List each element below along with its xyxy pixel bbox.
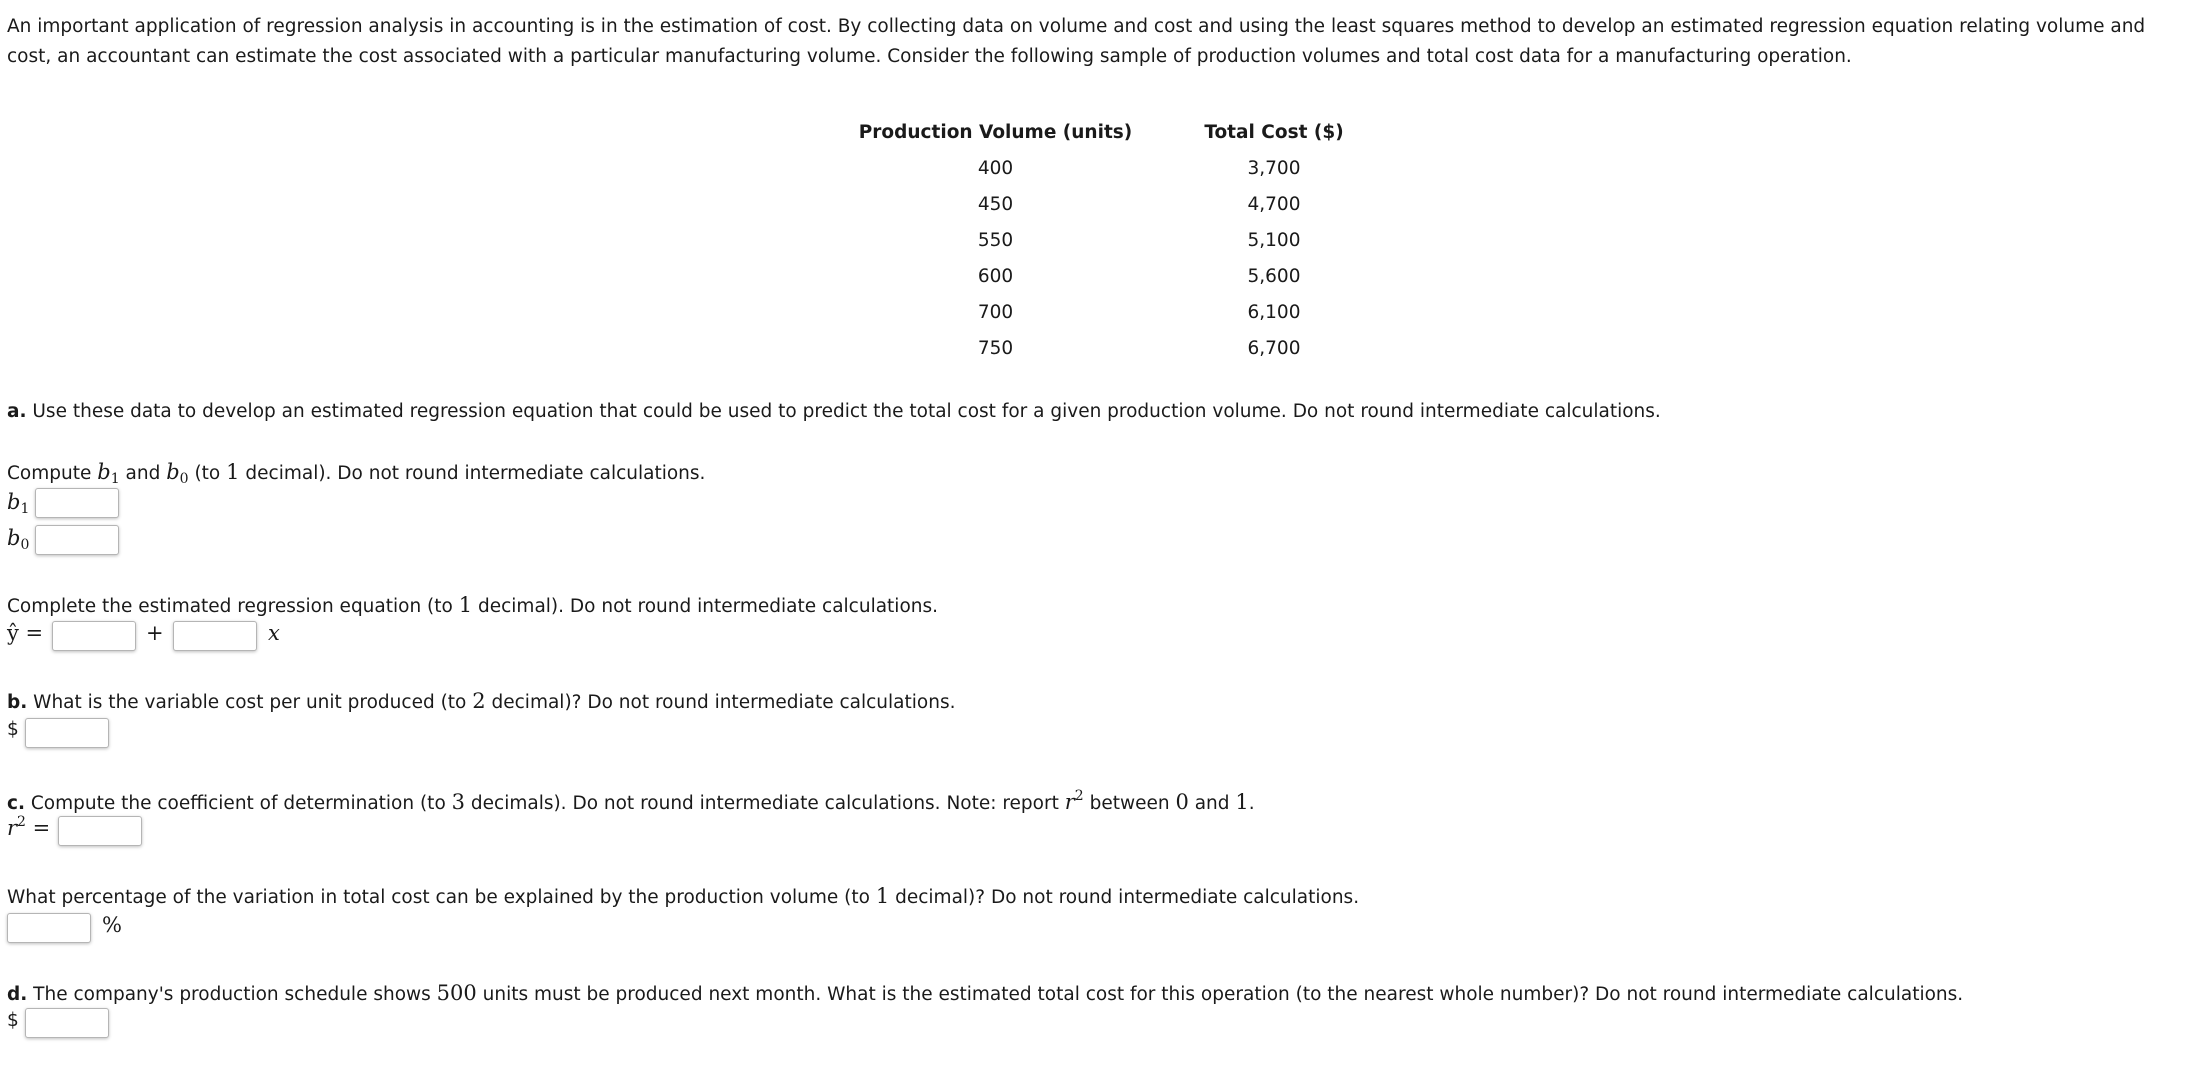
compute-coefficients-instruction [7, 460, 705, 487]
part-c-letter: c. [7, 793, 25, 814]
cell-volume: 450 [977, 193, 1014, 215]
percentage-input[interactable] [7, 913, 91, 943]
part-d-rest-text: units must be produced next month. What is the estimated total cost for this operation (to the nearest whole number)? Do not round intermediate calculations. [476, 984, 1964, 1005]
part-d-letter: d. [7, 984, 28, 1005]
part-c-question [7, 788, 1255, 814]
b0-subscript: 0 [179, 471, 189, 487]
slope-input[interactable] [173, 621, 257, 651]
cell-volume: 750 [977, 337, 1014, 359]
b1-letter: b [7, 490, 21, 514]
b0-letter: b [166, 460, 180, 484]
percentage-rest-text: decimal)? Do not round intermediate calculations. [889, 887, 1360, 908]
b0-letter: b [7, 526, 21, 550]
regression-equation-instruction [7, 593, 938, 617]
cell-cost: 5,100 [1247, 229, 1301, 251]
squared-superscript: 2 [17, 814, 26, 830]
b1-letter: b [97, 460, 111, 484]
cell-volume: 550 [977, 229, 1014, 251]
b1-subscript: 1 [20, 501, 30, 517]
column-header-production-volume: Production Volume (units) [858, 121, 1133, 143]
b1-subscript: 1 [110, 471, 120, 487]
part-d-question [7, 981, 1963, 1005]
part-d-currency: $ [7, 1010, 19, 1031]
estimated-total-cost-input[interactable] [25, 1008, 109, 1038]
table-row [843, 222, 1380, 258]
squared-superscript: 2 [1074, 788, 1084, 804]
equals-sign: = [32, 816, 51, 840]
period-text: . [1248, 793, 1255, 814]
part-b-question [7, 689, 955, 713]
b1-symbol [97, 460, 120, 487]
equation-rest-text: decimal). Do not round intermediate calculations. [472, 596, 939, 617]
percentage-decimals-number: 1 [875, 884, 890, 908]
and-text: and [1188, 793, 1236, 814]
part-b-rest-text: decimal)? Do not round intermediate calculations. [485, 692, 956, 713]
data-table [843, 114, 1380, 366]
compute-rest-text: decimal). Do not round intermediate calculations. [239, 463, 706, 484]
b0-label [7, 526, 29, 553]
part-c-note-text: decimals). Do not round intermediate calculations. Note: report [465, 793, 1065, 814]
units-number: 500 [436, 981, 477, 1005]
one-number: 1 [1235, 790, 1249, 814]
cell-cost: 3,700 [1247, 157, 1301, 179]
variable-cost-input[interactable] [25, 718, 109, 748]
b1-label [7, 490, 29, 517]
part-b-text: What is the variable cost per unit produced (to [27, 692, 473, 713]
part-a-text: Use these data to develop an estimated regression equation that could be used to predict the total cost for a given production volume. Do not round intermediate calculations. [26, 401, 1661, 422]
between-text: between [1083, 793, 1176, 814]
equation-text: Complete the estimated regression equation (to [7, 596, 459, 617]
percentage-question [7, 884, 1359, 908]
cell-volume: 400 [977, 157, 1014, 179]
b1-input[interactable] [35, 488, 119, 518]
intro-paragraph: An important application of regression analysis in accounting is in the estimation of cost. By collecting data on volume and cost and using the least squares method to develop an estimated regression equation relating volume and cost, an accountant can estimate the cost associated with a particular manufacturing volume. Consider the following sample of production volumes and total cost data for a manufacturing operation. [7, 16, 2146, 67]
cell-volume: 700 [977, 301, 1014, 323]
compute-text: Compute [7, 463, 98, 484]
b0-symbol [166, 460, 189, 487]
r-squared-input[interactable] [58, 816, 142, 846]
part-d-text: The company's production schedule shows [27, 984, 437, 1005]
percentage-text: What percentage of the variation in total cost can be explained by the production volume (to [7, 887, 876, 908]
b0-subscript: 0 [20, 537, 30, 553]
cell-cost: 6,700 [1247, 337, 1301, 359]
part-c-text: Compute the coefficient of determination (to [25, 793, 452, 814]
table-row [843, 294, 1380, 330]
intercept-input[interactable] [52, 621, 136, 651]
percent-sign: % [102, 913, 122, 937]
r-squared-symbol [1065, 790, 1084, 814]
plus-sign: + [146, 621, 164, 645]
r-squared-label [7, 814, 50, 840]
cell-volume: 600 [977, 265, 1014, 287]
equation-decimals-number: 1 [458, 593, 473, 617]
part-b-decimals-number: 2 [472, 689, 486, 713]
and-text: and [119, 463, 167, 484]
table-row [843, 330, 1380, 366]
part-b-currency: $ [7, 719, 19, 740]
x-variable: x [268, 621, 280, 645]
to-text: (to [188, 463, 227, 484]
part-a-letter: a. [7, 401, 27, 422]
cell-cost: 4,700 [1247, 193, 1301, 215]
cell-cost: 6,100 [1247, 301, 1301, 323]
table-row [843, 258, 1380, 294]
b0-input[interactable] [35, 525, 119, 555]
zero-number: 0 [1175, 790, 1189, 814]
part-a-question [7, 401, 1661, 422]
part-b-letter: b. [7, 692, 28, 713]
part-c-decimals-number: 3 [451, 790, 466, 814]
yhat-label: ŷ = [7, 621, 44, 645]
r-letter: r [7, 816, 18, 840]
table-row [843, 186, 1380, 222]
table-row [843, 150, 1380, 186]
column-header-total-cost: Total Cost ($) [1204, 121, 1344, 143]
decimals-number: 1 [226, 460, 240, 484]
table-header-row [843, 114, 1380, 150]
r-letter: r [1064, 790, 1075, 814]
cell-cost: 5,600 [1247, 265, 1301, 287]
